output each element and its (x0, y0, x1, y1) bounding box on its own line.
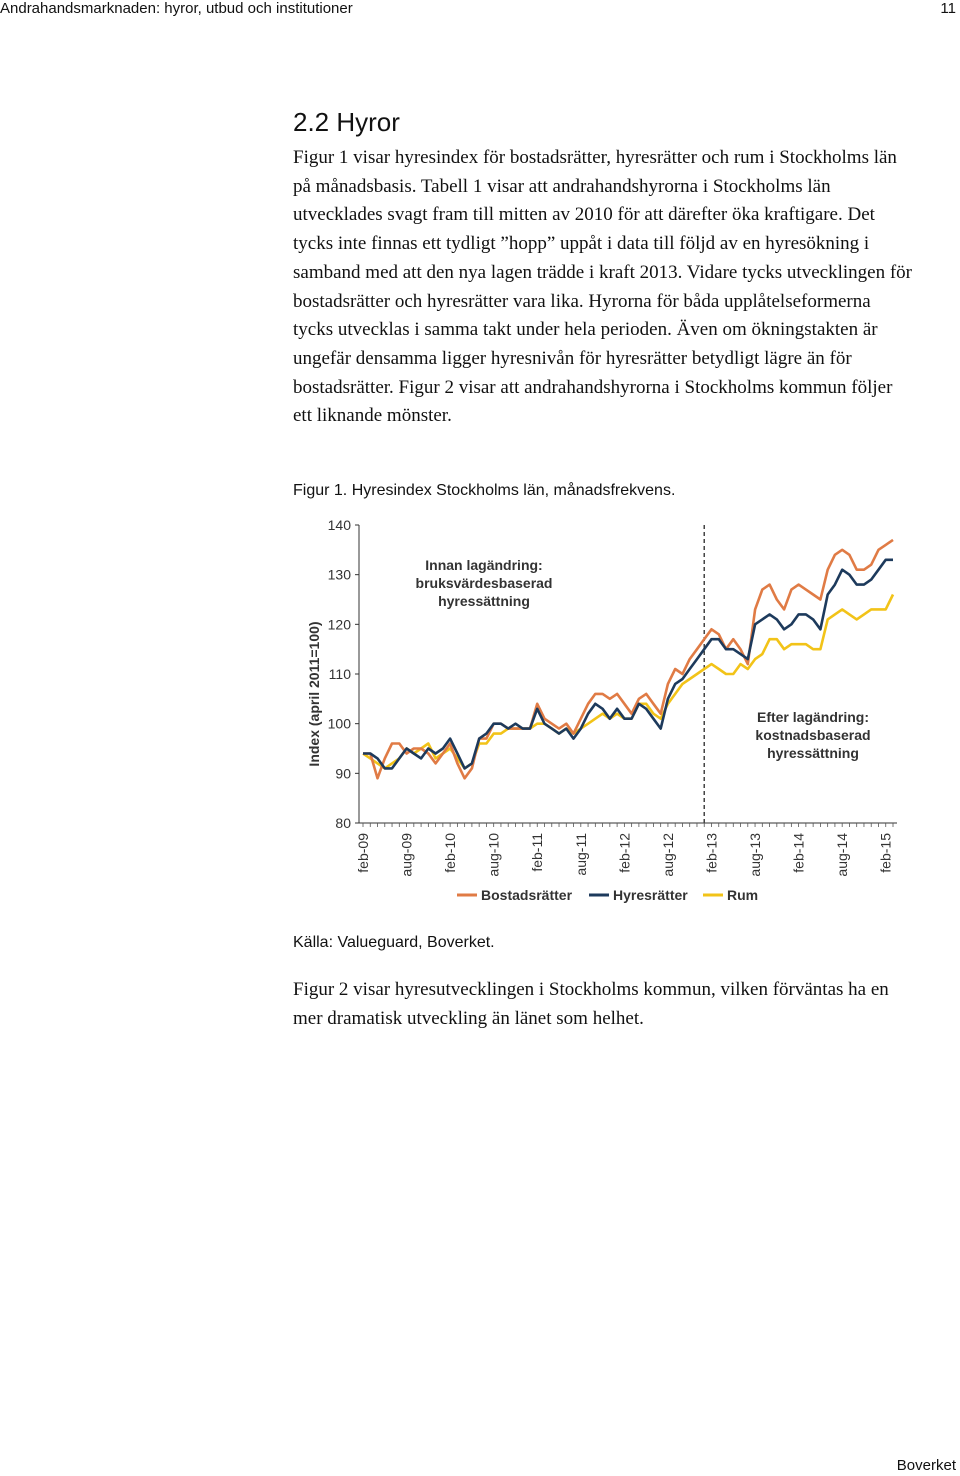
rent-index-chart (295, 510, 905, 910)
annotation-text: hyressättning (767, 745, 859, 761)
body-paragraph-2: Figur 2 visar hyresutvecklingen i Stockholms kommun, vilken förväntas ha en mer dramatisk utveckling än länet som helhet. (293, 979, 889, 1029)
x-tick-label: feb-12 (616, 833, 633, 873)
footer-publisher: Boverket (896, 1457, 956, 1474)
x-tick-label: aug-13 (747, 833, 764, 877)
annotation-text: Efter lagändring: (756, 709, 870, 725)
x-tick-label: feb-13 (703, 833, 720, 873)
page-number: 11 (940, 0, 956, 17)
source-note: Källa: Valueguard, Boverket. (293, 934, 495, 951)
x-tick-label: feb-10 (442, 833, 459, 873)
y-tick-label: 140 (327, 517, 351, 533)
section-heading: 2.2 Hyror (293, 107, 400, 137)
main-content (293, 100, 913, 431)
x-tick-label: aug-12 (659, 833, 676, 877)
document-title: Andrahandsmarknaden: hyror, utbud och institutioner (0, 0, 353, 17)
x-tick-label: aug-14 (834, 833, 851, 877)
y-axis-title: Index (april 2011=100) (306, 621, 322, 767)
annotation-text: hyressättning (438, 593, 530, 609)
legend-label: Hyresrätter (613, 887, 688, 903)
annotation-text: kostnadsbaserad (755, 727, 871, 743)
y-tick-label: 120 (327, 616, 351, 633)
annotation-text: bruksvärdesbaserad (415, 575, 553, 591)
running-header (0, 0, 960, 22)
y-tick-label: 100 (327, 715, 351, 732)
legend-label: Bostadsrätter (481, 887, 573, 903)
x-tick-label: feb-15 (877, 833, 894, 873)
x-tick-label: feb-11 (529, 833, 546, 872)
x-tick-label: aug-09 (398, 833, 415, 877)
y-tick-label: 90 (335, 765, 351, 782)
y-tick-label: 80 (335, 815, 351, 831)
figure-caption: Figur 1. Hyresindex Stockholms län, månadsfrekvens. (293, 482, 676, 499)
x-tick-label: feb-09 (355, 833, 371, 873)
y-tick-label: 110 (328, 666, 351, 682)
legend-label: Rum (727, 887, 759, 903)
x-tick-label: aug-10 (485, 833, 502, 877)
y-tick-label: 130 (327, 566, 351, 583)
x-tick-label: aug-11 (572, 833, 589, 876)
annotation-text: Innan lagändring: (425, 557, 543, 573)
body-paragraph-1: Figur 1 visar hyresindex för bostadsrätter, hyresrätter och rum i Stockholms län på månadsbasis. Tabell 1 visar att andrahandshyrorna i Stockholms län utvecklades svagt fram till mitten av 2010 för att därefter öka kraftigare. Det tycks inte finnas ett tydligt ”hopp” uppåt i data till följd av en hyresökning i samband med att den nya lagen trädde i kraft 2013. Vidare tycks utvecklingen för bostadsrätter och hyresrätter vara lika. Hyrorna för båda upplåtelseformerna tycks utvecklas i samma takt under hela perioden. Även om ökningstakten är ungefär densamma ligger hyresnivån för hyresrätter betydligt lägre än för bostadsrätter. Figur 2 visar att andrahandshyrorna i Stockholms kommun följer ett liknande mönster. (293, 147, 912, 427)
x-tick-label: feb-14 (790, 833, 807, 873)
